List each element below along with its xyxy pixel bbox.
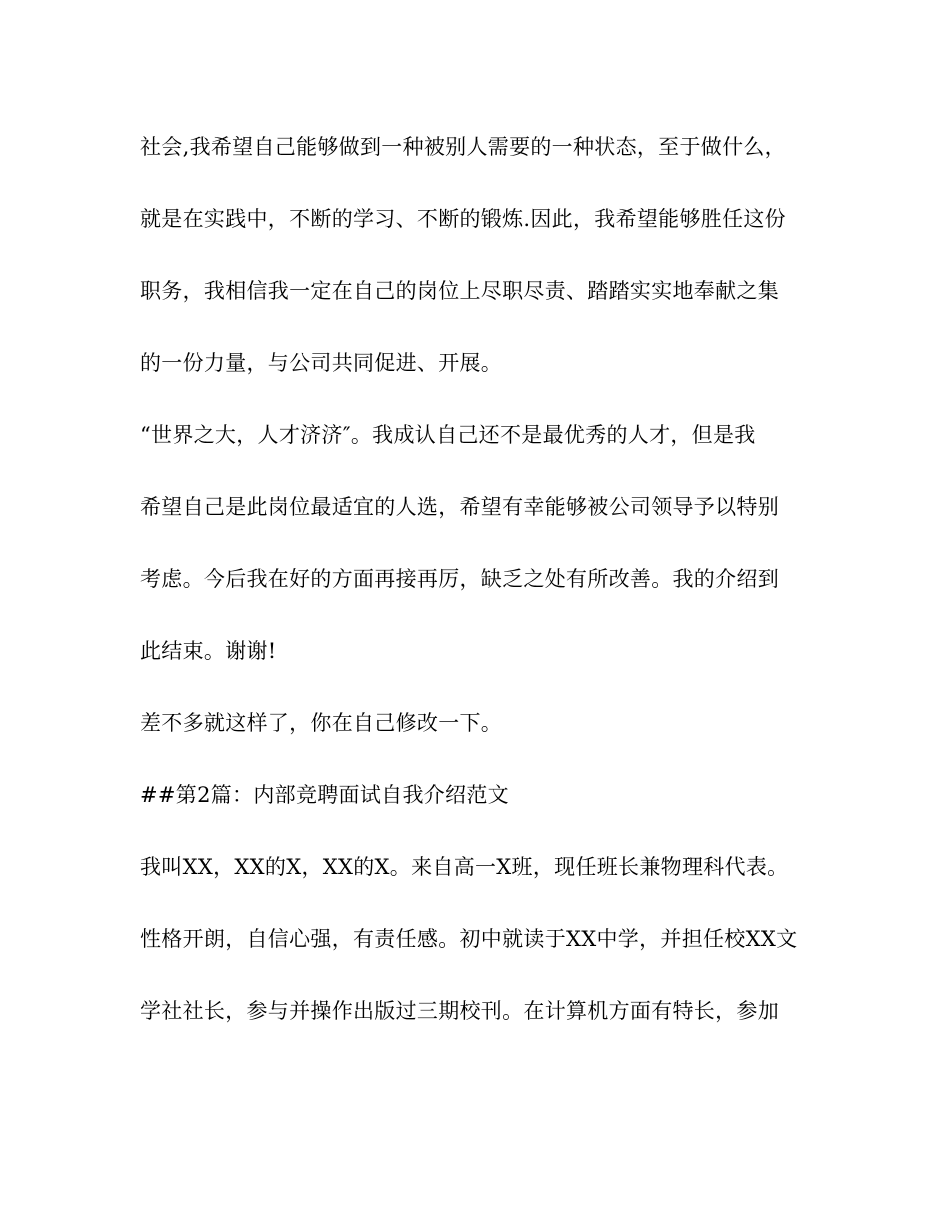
text-line: “世界之大，人才济济″。我成认自己还不是最优秀的人才，但是我 xyxy=(140,423,756,447)
document-body xyxy=(140,135,830,1023)
text-line: 考虑。今后我在好的方面再接再厉，缺乏之处有所改善。我的介绍到 xyxy=(140,567,779,591)
text-line: 学社社长，参与并操作出版过三期校刊。在计算机方面有特长，参加 xyxy=(140,999,779,1023)
text-line: 此结束。谢谢! xyxy=(140,639,277,663)
text-line: 的一份力量，与公司共同促进、开展。 xyxy=(140,351,503,375)
section-heading: ##第2篇：内部竞聘面试自我介绍范文 xyxy=(140,783,509,807)
text-line: 希望自己是此岗位最适宜的人选，希望有幸能够被公司领导予以特别 xyxy=(140,495,779,519)
text-line: 职务，我相信我一定在自己的岗位上尽职尽责、踏踏实实地奉献之集 xyxy=(140,279,779,303)
text-line: 就是在实践中，不断的学习、不断的锻炼.因此，我希望能够胜任这份 xyxy=(140,207,786,231)
text-line: 我叫XX，XX的X，XX的X。来自高一X班，现任班长兼物理科代表。 xyxy=(140,855,789,879)
text-line: 性格开朗，自信心强，有责任感。初中就读于XX中学，并担任校XX文 xyxy=(140,927,798,951)
text-line: 差不多就这样了，你在自己修改一下。 xyxy=(140,711,503,735)
text-line: 社会,我希望自己能够做到一种被别人需要的一种状态，至于做什么， xyxy=(140,135,786,159)
